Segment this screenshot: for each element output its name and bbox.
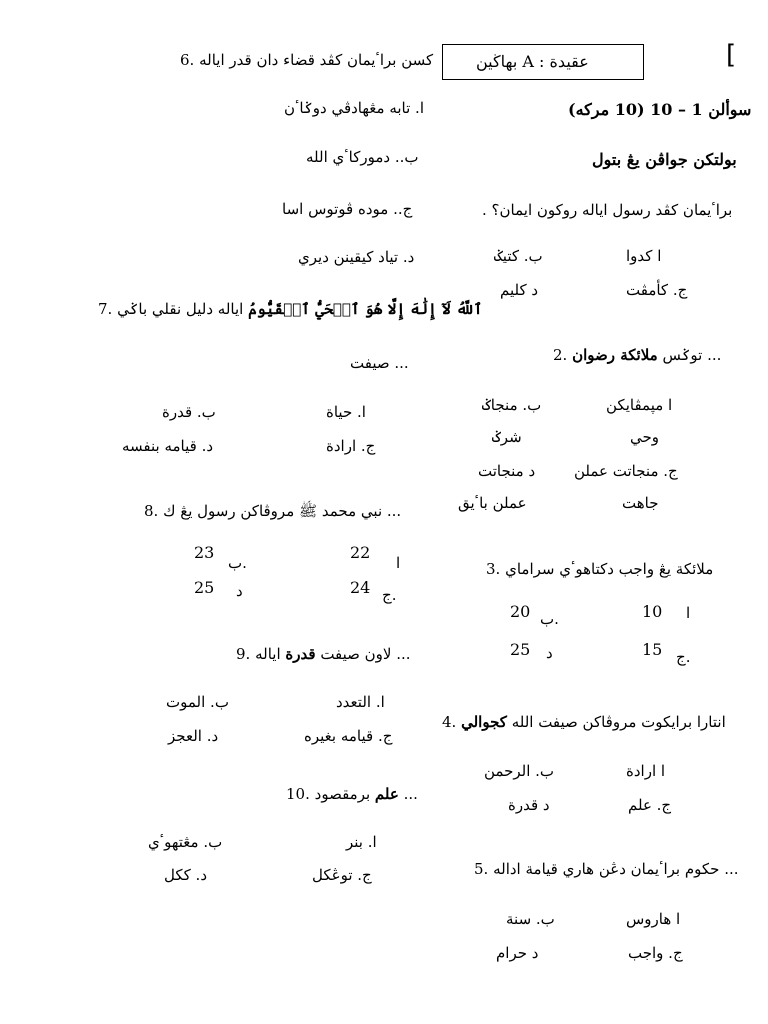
q10-option-c: ج. توڠكل [312, 866, 372, 884]
bracket-mark: [ [726, 40, 737, 70]
q4-option-c: ج. علم [628, 796, 672, 814]
q6-option-d: د. تياد كيقينن ديري [298, 248, 415, 266]
q8-mark-b: ب. [228, 554, 247, 572]
q8-option-b: 23 [194, 543, 215, 562]
q3-mark-a: ا [686, 604, 691, 622]
q4-text-bold: كجوالي [461, 713, 507, 731]
q4-option-a: ا ارادة [626, 762, 666, 780]
q3-option-d: 25 [510, 640, 531, 659]
q10-text-bold: علم [374, 785, 399, 803]
q5-option-c: ج. واجب [628, 944, 683, 962]
q10-number: 10. [286, 785, 310, 803]
question-5: 5. حكوم براٴيمان دڠن هاري قيامة اداله ... [474, 860, 739, 878]
q2-option-c: ج. منجاتت عملن [574, 462, 678, 480]
q7-option-c: ج. ارادة [326, 437, 376, 455]
q2-option-d: د منجاتت [478, 462, 536, 480]
q1-option-d: د كليم [500, 281, 539, 299]
q3-mark-c: ج. [676, 648, 691, 666]
q5-option-b: ب. سنة [506, 910, 555, 928]
q2-option-c-cont: جاهت [622, 494, 659, 512]
q9-option-c: ج. قيامه بغيره [304, 727, 393, 745]
q8-option-d: 25 [194, 578, 215, 597]
q4-option-d: د قدرة [508, 796, 550, 814]
q1-option-a: ا كدوا [626, 247, 662, 265]
q1-option-b: ب. كتيݢ [494, 247, 543, 265]
q7-option-a: ا. حياة [326, 403, 366, 421]
q2-text-post: ... [702, 346, 722, 364]
q9-text-post: اياله ... [255, 645, 411, 663]
q1-option-c: ج. كأمڤت [626, 281, 688, 299]
q5-option-d: د حرام [496, 944, 539, 962]
q9-option-b: ب. الموت [166, 693, 229, 711]
instruction: بولتكن جواڤن يڠ بتول [592, 150, 737, 169]
q7-option-b: ب. قدرة [162, 403, 216, 421]
q4-text-pre: 4. انتارا برايكوت مروڤاكن صيفت الله [442, 713, 726, 731]
q6-option-a: ا. تابه مڠهادڤي دوݢاٴن [284, 99, 424, 117]
q8-option-c: 24 [350, 578, 371, 597]
q2-text-bold: ملائكة رضوان [572, 346, 658, 364]
page-title: سوألن 1 – 10 (10 مركه) [568, 100, 752, 119]
q7-text-cont: صيفت ... [350, 354, 409, 372]
question-9 [236, 647, 411, 662]
q9-text-bold: قدرة [285, 645, 316, 663]
q7-text: اياله دليل نقلي باݢي [117, 300, 249, 318]
q7-option-d: د. قيامه بنفسه [122, 437, 214, 455]
question-4 [442, 715, 726, 730]
question-7 [98, 302, 482, 317]
q2-option-a: ا مڽمڤايكن [606, 396, 673, 414]
q10-option-a: ا. بنر [346, 833, 377, 851]
question-8: 8. نبي محمد ﷺ مروڤاكن رسول يڠ ك ... [144, 502, 402, 520]
q7-quran-verse: ٱللَّهُ لَآ إِلَٰهَ إِلَّا هُوَ ٱلۡحَيُّ ٱلۡقَيُّومُ [248, 300, 483, 318]
q9-text-pre: 9. لاون صيفت [236, 645, 392, 663]
q8-option-a: 22 [350, 543, 371, 562]
q2-option-b: ب. منجاݢ [482, 396, 542, 414]
q6-option-b: ب.. دموركاٴي الله [306, 148, 419, 166]
q3-option-b: 20 [510, 602, 531, 621]
q10-text-post: برمقصود ... [314, 785, 418, 803]
q3-mark-d: د [546, 644, 553, 662]
q4-option-b: ب. الرحمن [484, 762, 555, 780]
q9-option-d: د. العجز [168, 727, 219, 745]
section-label: بهاڬين A : عقيدة [476, 52, 589, 71]
q10-option-b: ب. مڠتهوٴي [148, 833, 223, 851]
q8-mark-d: د [236, 582, 243, 600]
q3-option-a: 10 [642, 602, 663, 621]
q8-mark-c: ج. [382, 586, 397, 604]
q6-option-c: ج.. موده ڤوتوس اسا [282, 200, 413, 218]
question-6: 6. كسن براٴيمان كڤد قضاء دان قدر اياله [180, 51, 434, 69]
q2-option-a-cont: وحي [630, 428, 660, 446]
q10-option-d: د. ككل [164, 866, 208, 884]
q7-number: 7. [98, 300, 113, 318]
q5-option-a: ا هاروس [626, 910, 681, 928]
question-1: . براٴيمان كڤد رسول اياله روكون ايمان؟ [482, 201, 733, 219]
q2-option-d-cont: عملن باٴيق [458, 494, 527, 512]
q3-option-c: 15 [642, 640, 663, 659]
q8-mark-a: ا [396, 554, 401, 572]
question-10 [286, 787, 418, 802]
q3-mark-b: ب. [540, 610, 559, 628]
q9-option-a: ا. التعدد [336, 693, 385, 711]
question-2 [553, 348, 721, 363]
question-3: 3. ملائكة يڠ واجب دكتاهوٴي سراماي [486, 560, 714, 578]
q2-text-pre: 2. توݢس [553, 346, 703, 364]
q2-option-b-cont: شرݢ [492, 428, 522, 446]
